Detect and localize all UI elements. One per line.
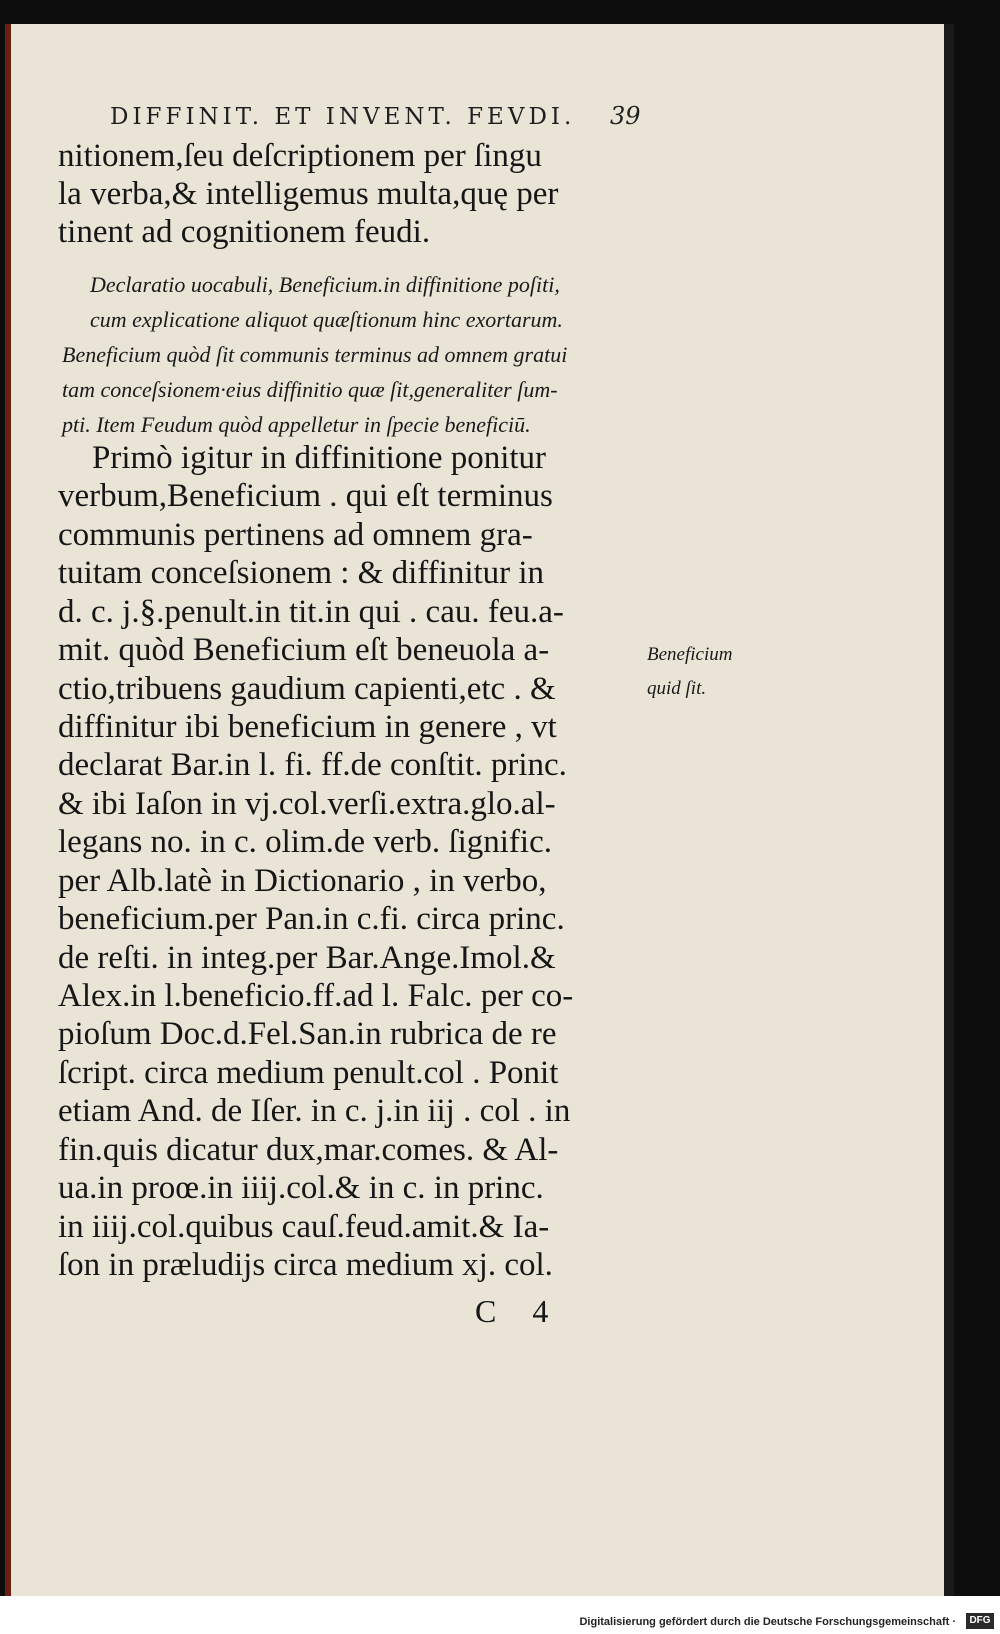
summary-line: cum explicatione aliquot quæſtionum hinc exortarum. [90,307,563,332]
text-line: la verba,& intelligemus multa,quę per [58,176,559,212]
dfg-logo: DFG [966,1613,994,1629]
text-line: pioſum Doc.d.Fel.San.in rubrica de re [58,1016,557,1052]
text-line: fin.quis dicatur dux,mar.comes. & Al- [58,1132,559,1168]
text-line: verbum,Beneficium . qui eſt terminus [58,478,553,514]
marginal-note-line: quid ſit. [647,678,707,699]
signature-mark: C 4 [475,1293,563,1329]
text-line: & ibi Iaſon in vj.col.verſi.extra.glo.al- [58,786,556,822]
marginal-note-line: Beneficium [647,644,733,665]
text-line: per Alb.latè in Dictionario , in verbo, [58,863,547,899]
text-line: etiam And. de Iſer. in c. j.in iij . col . in [58,1093,571,1129]
folio-number: 39 [610,102,641,130]
text-line: ua.in proœ.in iiij.col.& in c. in princ. [58,1170,544,1206]
text-line: communis pertinens ad omnem gra- [58,517,533,553]
text-line: legans no. in c. olim.de verb. ſignific. [58,824,552,860]
text-line: d. c. j.§.penult.in tit.in qui . cau. feu.a- [58,594,564,630]
summary-line: Declaratio uocabuli, Beneficium.in diffinitione poſiti, [90,272,560,297]
summary-line: tam conceſsionem·eius diffinitio quæ ſit,generaliter ſum- [62,377,558,402]
page-edge-shadow [944,24,954,1596]
text-line: nitionem,ſeu deſcriptionem per ſingu [58,138,542,174]
summary-line: Beneficium quòd ſit communis terminus ad omnem gratui [62,342,568,367]
text-line: de reſti. in integ.per Bar.Ange.Imol.& [58,940,556,976]
text-line: Primò igitur in diffinitione ponitur [92,440,547,476]
text-line: beneficium.per Pan.in c.fi. circa princ. [58,901,565,937]
text-line: mit. quòd Beneficium eſt beneuola a- [58,632,550,668]
text-line: diffinitur ibi beneficium in genere , vt [58,709,557,745]
footer-bar [0,1596,1000,1634]
text-line: in iiij.col.quibus cauſ.feud.amit.& Ia- [58,1209,550,1245]
summary-line: pti. Item Feudum quòd appelletur in ſpecie beneficiū. [62,412,531,437]
text-line: ctio,tribuens gaudium capienti,etc . & [58,671,556,707]
running-head: DIFFINIT. ET INVENT. FEVDI. [110,104,576,130]
text-line: tinent ad cognitionem feudi. [58,214,431,250]
text-line: ſcript. circa medium penult.col . Ponit [58,1055,559,1091]
text-line: Alex.in l.beneficio.ff.ad l. Falc. per co- [58,978,574,1014]
text-line: ſon in præludijs circa medium xj. col. [58,1247,553,1283]
footer-credit: Digitalisierung gefördert durch die Deutsche Forschungsgemeinschaft · [579,1616,956,1628]
text-line: declarat Bar.in l. fi. ff.de conſtit. princ. [58,747,567,783]
text-line: tuitam conceſsionem : & diffinitur in [58,555,545,591]
